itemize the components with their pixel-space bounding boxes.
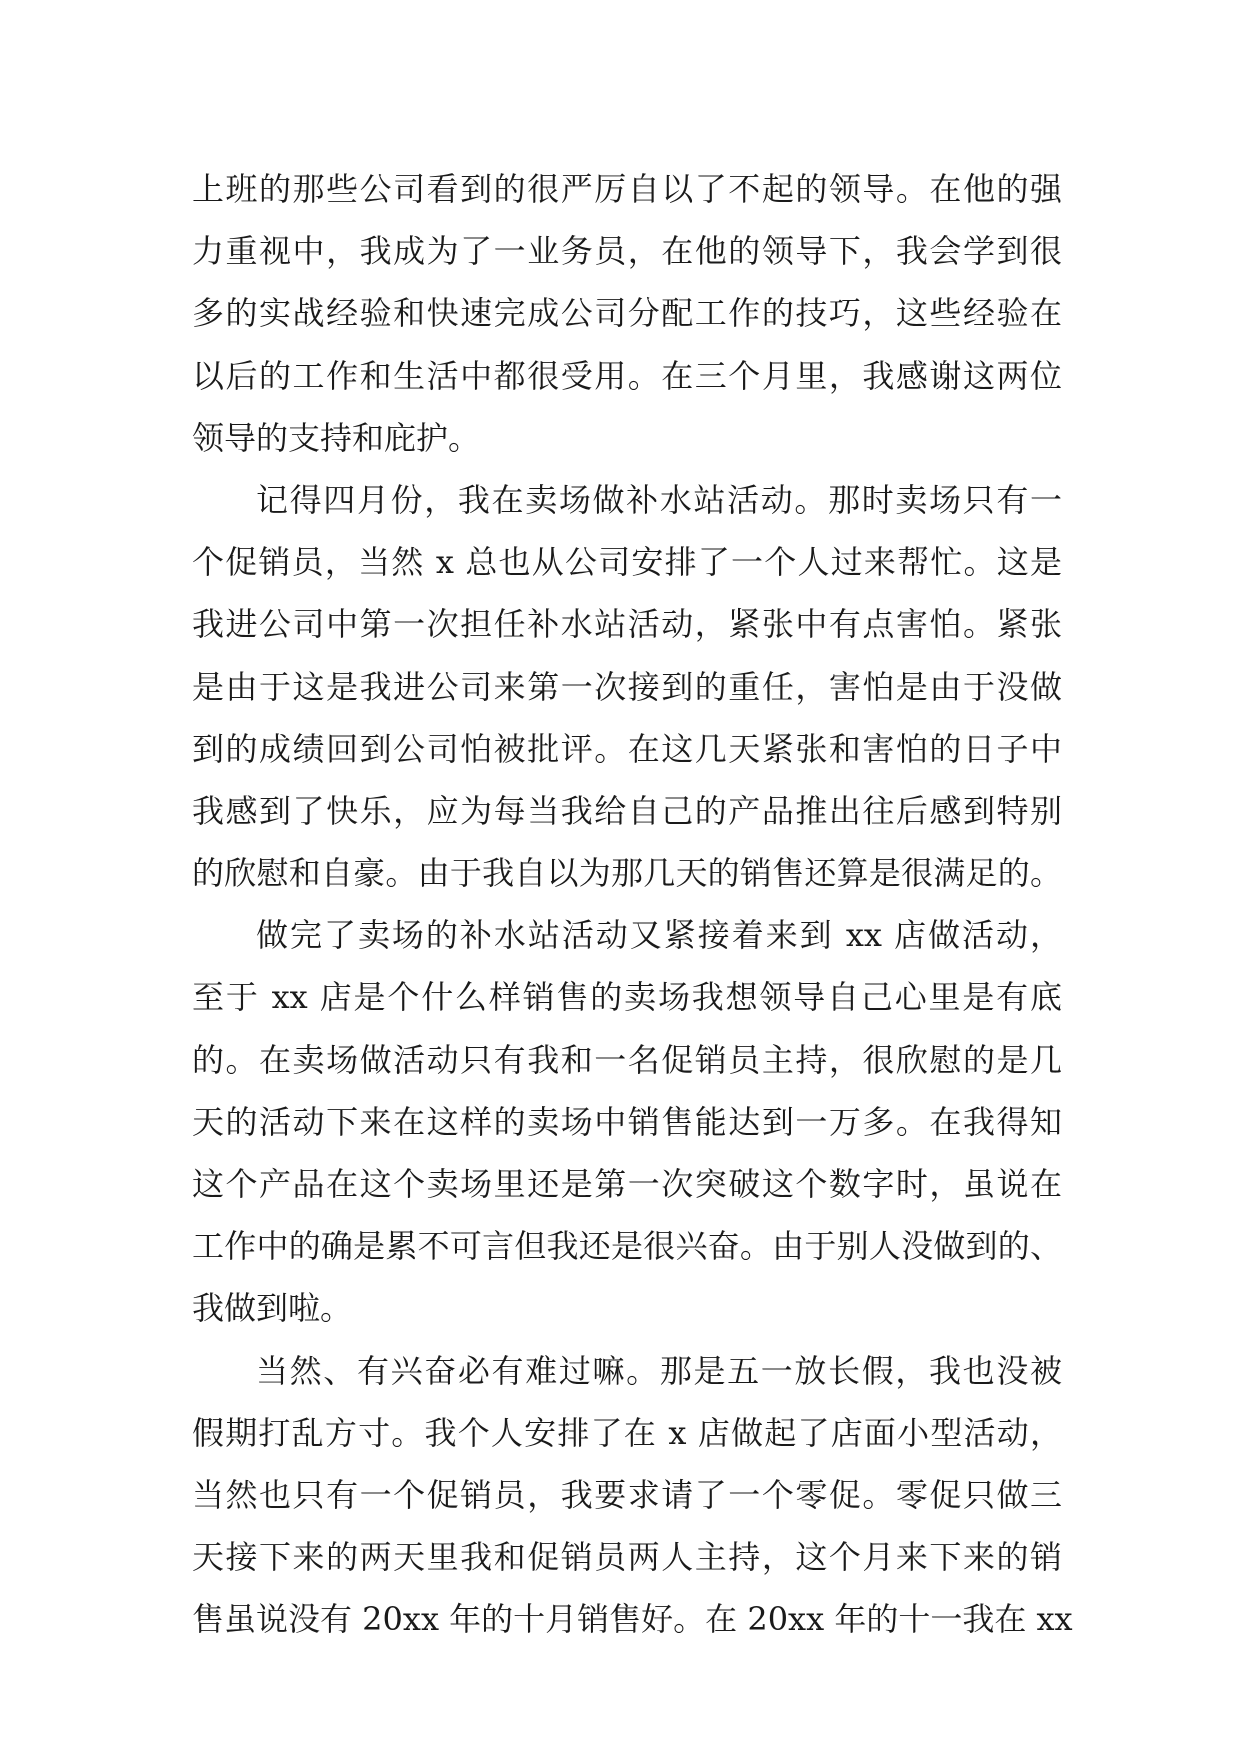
text-line: 当然也只有一个促销员，我要求请了一个零促。零促只做三 — [192, 1475, 1062, 1514]
paragraph-start-line: 当然、有兴奋必有难过嘛。那是五一放长假，我也没被 — [256, 1351, 1062, 1390]
paragraph-start-line: 记得四月份，我在卖场做补水站活动。那时卖场只有一 — [256, 480, 1062, 519]
text-line: 我做到啦。 — [192, 1289, 353, 1328]
paragraph-start-line: 做完了卖场的补水站活动又紧接着来到 xx 店做活动， — [256, 916, 1062, 955]
text-line: 力重视中，我成为了一业务员，在他的领导下，我会学到很 — [192, 232, 1062, 271]
text-line: 领导的支持和庇护。 — [192, 418, 481, 457]
text-line: 到的成绩回到公司怕被批评。在这几天紧张和害怕的日子中 — [192, 729, 1062, 768]
text-line: 的欣慰和自豪。由于我自以为那几天的销售还算是很满足的。 — [192, 854, 1062, 893]
text-line: 的。在卖场做活动只有我和一名促销员主持，很欣慰的是几 — [192, 1040, 1062, 1079]
text-line: 我进公司中第一次担任补水站活动，紧张中有点害怕。紧张 — [192, 605, 1062, 644]
text-line: 上班的那些公司看到的很严厉自以了不起的领导。在他的强 — [192, 170, 1062, 208]
text-line: 多的实战经验和快速完成公司分配工作的技巧，这些经验在 — [192, 294, 1062, 333]
text-line: 是由于这是我进公司来第一次接到的重任，害怕是由于没做 — [192, 667, 1062, 706]
text-line: 以后的工作和生活中都很受用。在三个月里，我感谢这两位 — [192, 356, 1062, 395]
text-line: 至于 xx 店是个什么样销售的卖场我想领导自己心里是有底 — [192, 978, 1062, 1017]
text-line: 我感到了快乐，应为每当我给自己的产品推出往后感到特别 — [192, 791, 1062, 830]
text-line: 个促销员，当然 x 总也从公司安排了一个人过来帮忙。这是 — [192, 543, 1062, 582]
text-line: 假期打乱方寸。我个人安排了在 x 店做起了店面小型活动， — [192, 1413, 1062, 1452]
text-line: 售虽说没有 20xx 年的十月销售好。在 20xx 年的十一我在 xx — [192, 1600, 1073, 1639]
text-line: 工作中的确是累不可言但我还是很兴奋。由于别人没做到的、 — [192, 1227, 1062, 1266]
text-line: 天接下来的两天里我和促销员两人主持，这个月来下来的销 — [192, 1538, 1062, 1577]
text-line: 天的活动下来在这样的卖场中销售能达到一万多。在我得知 — [192, 1102, 1062, 1141]
text-line: 这个产品在这个卖场里还是第一次突破这个数字时，虽说在 — [192, 1165, 1062, 1203]
body-text — [192, 158, 1073, 1651]
